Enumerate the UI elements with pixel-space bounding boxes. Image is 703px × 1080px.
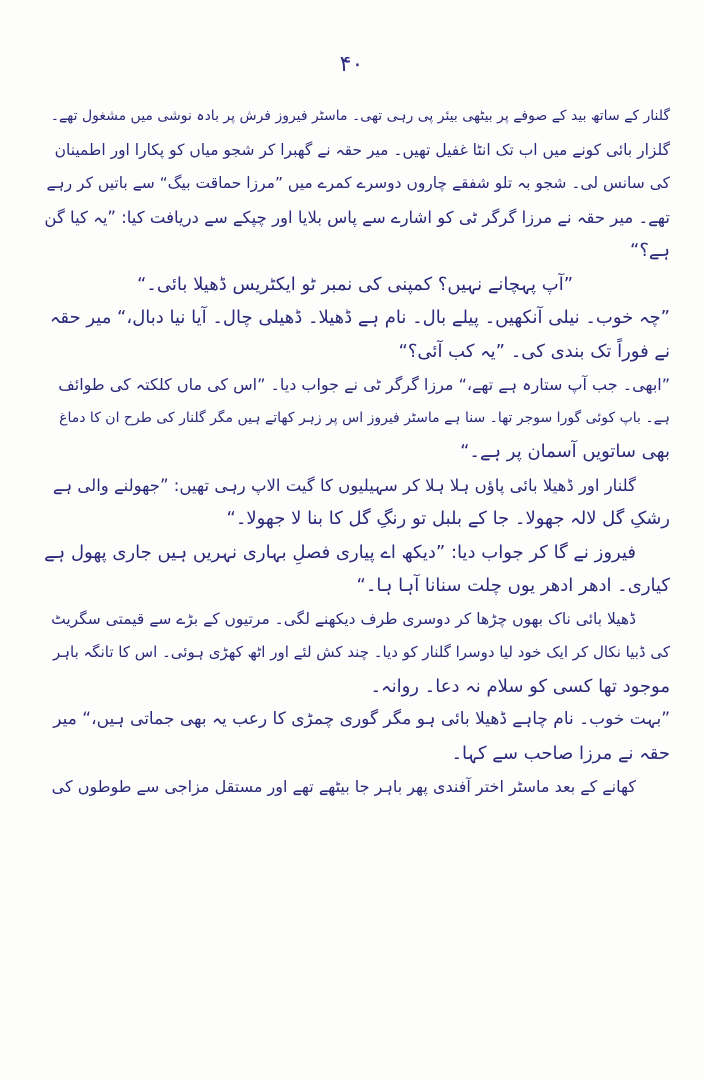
manuscript-text (40, 100, 670, 804)
text-line: ”ابھی۔ جب آپ ستارہ ہے تھے،“ مرزا گرگر ٹی نے جواب دیا۔ ”اس کی ماں کلکتہ کی طوائف (58, 375, 670, 394)
text-line: کھانے کے بعد ماسٹر اختر آفندی پھر باہر جا بیٹھے تھے اور مستقل مزاجی سے طوطوں کی (51, 777, 636, 796)
text-line: ہے؟“ (630, 240, 670, 261)
page-number: ۴۰ (339, 52, 364, 77)
text-line: بھی ساتویں آسمان پر ہے۔“ (460, 441, 670, 462)
text-line: ”چہ خوب۔ نیلی آنکھیں۔ پیلے بال۔ نام ہے ڈھیلا۔ ڈھیلی چال۔ آیا نیا دبال،“ میر حقہ (49, 307, 670, 328)
text-line: ”بہت خوب۔ نام چاہے ڈھیلا بائی ہو مگر گوری چمڑی کا رعب یہ بھی جماتی ہیں،“ میر (53, 709, 670, 729)
text-line: کی ڈبیا نکال کر ایک خود لیا دوسرا گلنار کو دیا۔ چند کش لئے اور اٹھ کھڑی ہوئی۔ اس کا تانگہ باہر (52, 643, 670, 661)
text-line: ”آپ پہچانے نہیں؟ کمپنی کی نمبر ٹو ایکٹریس ڈھیلا بائی۔“ (136, 273, 574, 295)
text-line: رشکِ گل لالہ جھولا۔ جا کے بلبل تو رنگِ گل کا بنا لا جھولا۔“ (226, 508, 670, 529)
text-line: نے فوراً تک بندی کی۔ ”یہ کب آئی؟“ (398, 340, 670, 362)
text-line: ڈھیلا بائی ناک بھوں چڑھا کر دوسری طرف دیکھنے لگی۔ مرتیوں کے بڑے سے قیمتی سگریٹ (51, 609, 636, 628)
text-line: کیاری۔ ادھر ادھر یوں چلت سنانا آہا ہا۔“ (356, 575, 670, 596)
text-line: کی سانس لی۔ شجو بہ تلو شفقے چاروں دوسرے کمرے میں ”مرزا حماقت بیگ“ سے باتیں کر رہے (46, 174, 670, 192)
text-line: حقہ نے مرزا صاحب سے کہا۔ (451, 742, 670, 764)
text-line: گلنار کے ساتھ بید کے صوفے پر بیٹھی بیئر پی رہی تھی۔ ماسٹر فیروز فرش پر بادہ نوشی میں مشغول تھے۔ (50, 108, 670, 124)
text-line: موجود تھا کسی کو سلام نہ دعا۔ روانہ۔ (370, 675, 670, 697)
text-line: گلنار اور ڈھیلا بائی پاؤں ہلا ہلا کر سہیلیوں کا گیت الاپ رہی تھیں: ”جھولنے والی ہے (52, 475, 636, 495)
text-line: فیروز نے گا کر جواب دیا: ”دیکھ اے پیاری فصلِ بہاری نہریں ہیں جاری پھول ہے (44, 541, 636, 563)
text-line: گلزار بائی کونے میں اب تک انٹا غفیل تھیں۔ میر حقہ نے گھبرا کر شجو میاں کو پکارا اور اطمینان (54, 140, 670, 159)
text-line: تھے۔ میر حقہ نے مرزا گرگر ٹی کو اشارے سے پاس بلایا اور چپکے سے دریافت کیا: ”یہ کیا گن (44, 207, 670, 227)
text-line: ہے۔ باپ کوئی گورا سوجر تھا۔ سنا ہے ماسٹر فیروز اس پر زہر کھاتے ہیں مگر گلنار کی طرح ان کا دماغ (59, 409, 670, 426)
